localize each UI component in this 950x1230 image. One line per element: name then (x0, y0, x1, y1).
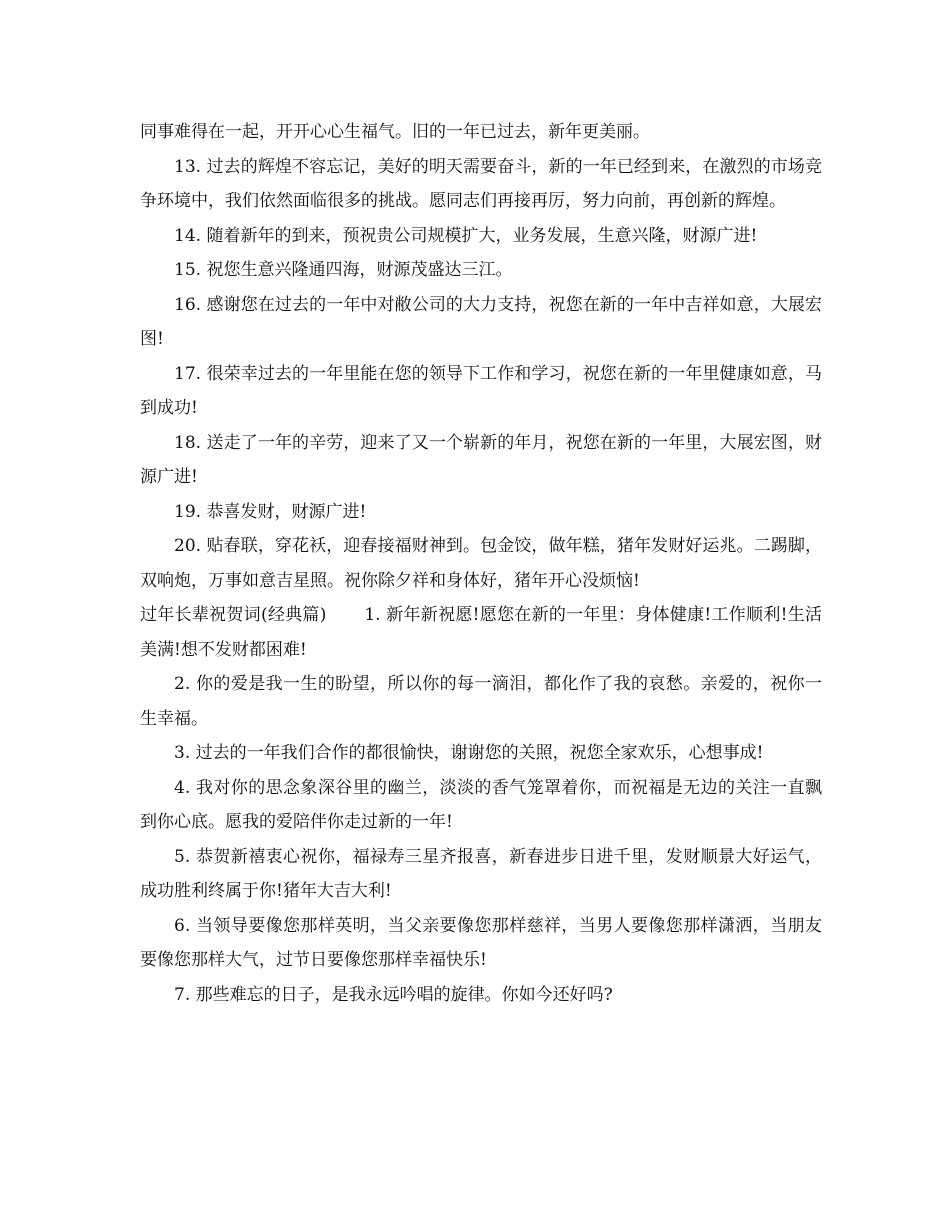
item-6: 6. 当领导要像您那样英明，当父亲要像您那样慈祥，当男人要像您那样潇洒，当朋友要像您那样大气，过节日要像您那样幸福快乐! (140, 915, 822, 970)
item-1: 1. 新年新祝愿!愿您在新的一年里：身体健康!工作顺利!生活美满!想不发财都困难! (140, 605, 822, 660)
item-4: 4. 我对你的思念象深谷里的幽兰，淡淡的香气笼罩着你，而祝福是无边的关注一直飘到你心底。愿我的爱陪伴你走过新的一年! (140, 777, 822, 832)
section-heading-paragraph (140, 598, 822, 667)
paragraph-13: 13. 过去的辉煌不容忘记，美好的明天需要奋斗，新的一年已经到来，在激烈的市场竞争环境中，我们依然面临很多的挑战。愿同志们再接再厉，努力向前，再创新的辉煌。 (140, 156, 822, 211)
section-heading: 过年长辈祝贺词(经典篇) (140, 605, 327, 625)
paragraph-18: 18. 送走了一年的辛劳，迎来了又一个崭新的年月，祝您在新的一年里，大展宏图，财源广进! (140, 432, 822, 487)
item-7: 7. 那些难忘的日子，是我永远吟唱的旋律。你如今还好吗? (174, 984, 613, 1005)
paragraph-19: 19. 恭喜发财，财源广进! (174, 501, 367, 522)
paragraph-intro: 同事难得在一起，开开心心生福气。旧的一年已过去，新年更美丽。 (140, 122, 650, 142)
paragraph-20: 20. 贴春联，穿花袄，迎春接福财神到。包金饺，做年糕，猪年发财好运兆。二踢脚，双响炮，万事如意吉星照。祝你除夕祥和身体好，猪年开心没烦恼! (140, 536, 822, 591)
item-5: 5. 恭贺新禧衷心祝你，福禄寿三星齐报喜，新春进步日进千里，发财顺景大好运气，成功胜利终属于你!猪年大吉大利! (140, 846, 822, 901)
paragraph-15: 15. 祝您生意兴隆通四海，财源茂盛达三江。 (174, 260, 513, 280)
paragraph-14: 14. 随着新年的到来，预祝贵公司规模扩大，业务发展，生意兴隆，财源广进! (174, 225, 758, 246)
item-2: 2. 你的爱是我一生的盼望，所以你的每一滴泪，都化作了我的哀愁。亲爱的，祝你一生幸福。 (140, 674, 822, 729)
paragraph-16: 16. 感谢您在过去的一年中对敝公司的大力支持，祝您在新的一年中吉祥如意，大展宏图! (140, 294, 822, 349)
item-3: 3. 过去的一年我们合作的都很愉快，谢谢您的关照，祝您全家欢乐，心想事成! (174, 743, 764, 763)
paragraph-17: 17. 很荣幸过去的一年里能在您的领导下工作和学习，祝您在新的一年里健康如意，马到成功! (140, 363, 822, 418)
